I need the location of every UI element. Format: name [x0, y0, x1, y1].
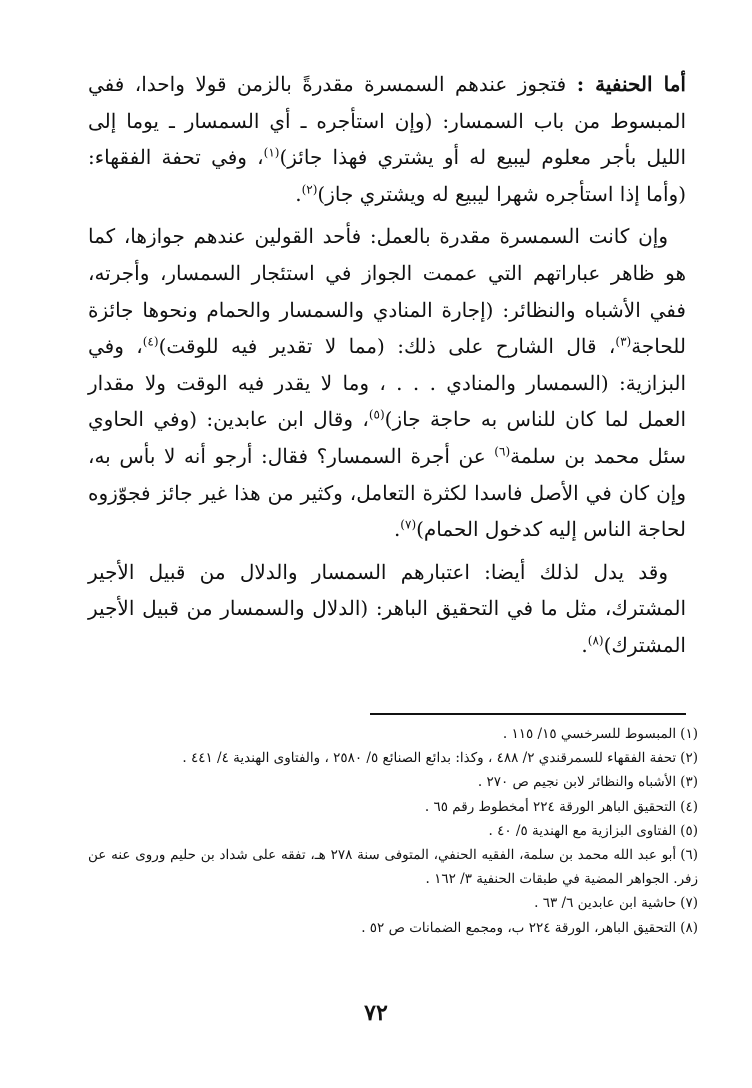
section-lead: أما الحنفية :	[576, 72, 686, 96]
paragraph-text: ، قال الشارح على ذلك: (مما لا تقدير فيه للوقت)	[158, 334, 616, 359]
paragraph-text: فتجوز عندهم السمسرة مقدرةً بالزمن قولا واحدا، ففي المبسوط من باب السمسار: (وإن استأجره ـ أي السمسار ـ يوما إلى الليل بأجر معلوم ليبيع له أو يشتري فهذا جائز)	[88, 72, 686, 170]
main-text	[88, 66, 686, 670]
paragraph-text: ، وفي البزازية: (السمسار والمنادي . . . ، وما لا يقدر فيه الوقت ولا مقدار العمل لما كان للناس به حاجة جاز)	[88, 334, 686, 432]
footnote-number: (٥)	[680, 822, 698, 839]
footnote-ref[interactable]: (٣)	[615, 334, 632, 349]
footnote-text: أبو عبد الله محمد بن سلمة، الفقيه الحنفي، المتوفى سنة ٢٧٨ هـ، تفقه على شداد بن حليم وروى عنه عن زفر. الجواهر المضية في طبقات الحنفية ٣/ ١٦٢ .	[88, 847, 698, 888]
footnote	[88, 843, 698, 891]
footnote-ref[interactable]: (١)	[263, 145, 280, 160]
footnote-ref[interactable]: (٤)	[142, 334, 159, 349]
footnote-number: (١)	[680, 726, 698, 742]
footnote-text: حاشية ابن عابدين ٦/ ٦٣ .	[534, 895, 677, 912]
paragraph-1	[88, 66, 686, 212]
paragraph-text: .	[295, 181, 302, 206]
footnotes	[88, 722, 698, 940]
footnote-number: (٨)	[680, 919, 698, 936]
footnote-text: تحفة الفقهاء للسمرقندي ٢/ ٤٨٨ ، وكذا: بدائع الصنائع ٥/ ٢٥٨٠ ، والفتاوى الهندية ٤/ ٤٤١ .	[182, 750, 677, 767]
footnote-ref[interactable]: (٧)	[400, 517, 417, 532]
footnote-text: التحقيق الباهر الورقة ٢٢٤ أمخطوط رقم ٦٥ .	[424, 798, 677, 815]
footnote	[88, 722, 698, 746]
footnote	[88, 819, 698, 843]
footnote-ref[interactable]: (٢)	[301, 182, 318, 197]
paragraph-text: ، وفي تحفة الفقهاء: (وأما إذا استأجره شهرا ليبيع له ويشتري جاز)	[88, 145, 686, 206]
paragraph-text: .	[581, 632, 588, 657]
footnote-text: الأشباه والنظائر لابن نجيم ص ٢٧٠ .	[477, 774, 677, 791]
footnote-text: التحقيق الباهر، الورقة ٢٢٤ ب، ومجمع الضمانات ص ٥٢ .	[361, 919, 677, 936]
footnote-number: (٣)	[680, 774, 698, 791]
footnote-number: (٤)	[680, 798, 698, 815]
footnote	[88, 891, 698, 915]
paragraph-2	[88, 218, 686, 547]
footnote-number: (٢)	[680, 750, 698, 767]
footnote-text: المبسوط للسرخسي ١٥/ ١١٥ .	[502, 726, 677, 742]
footnote-ref[interactable]: (٨)	[587, 633, 604, 648]
footnote	[88, 746, 698, 770]
paragraph-text: وإن كانت السمسرة مقدرة بالعمل: فأحد القولين عندهم جوازها، كما هو ظاهر عباراتهم التي عممت الجواز في استئجار السمسار، وأجرته، ففي الأشباه والنظائر: (إجارة المنادي والسمسار والحمام ونحوها جائزة للحاجة	[88, 224, 687, 359]
paragraph-text: وقد يدل لذلك أيضا: اعتبارهم السمسار والدلال من قبيل الأجير المشترك، مثل ما في التحقيق الباهر: (الدلال والسمسار من قبيل الأجير المشترك)	[88, 559, 686, 657]
footnote-divider	[370, 713, 686, 715]
paragraph-text: .	[393, 517, 401, 542]
footnote-ref[interactable]: (٦)	[494, 444, 511, 459]
footnote	[88, 916, 698, 940]
footnote	[88, 770, 698, 794]
footnote	[88, 795, 698, 819]
footnote-ref[interactable]: (٥)	[368, 407, 385, 422]
paragraph-text: ، وقال ابن عابدين: (وفي الحاوي سئل محمد بن سلمة	[88, 407, 687, 468]
footnote-number: (٦)	[680, 847, 699, 864]
page-number: ٧٢	[364, 1000, 388, 1026]
paragraph-3	[88, 554, 686, 664]
paragraph-text: عن أجرة السمسار؟ فقال: أرجو أنه لا بأس به، وإن كان في الأصل فاسدا لكثرة التعامل، وكثير من هذا غير جائز فجوّزوه لحاجة الناس إليه كدخول الحمام)	[88, 443, 686, 542]
footnote-number: (٧)	[680, 895, 698, 912]
footnote-text: الفتاوى البزازية مع الهندية ٥/ ٤٠ .	[488, 822, 677, 839]
